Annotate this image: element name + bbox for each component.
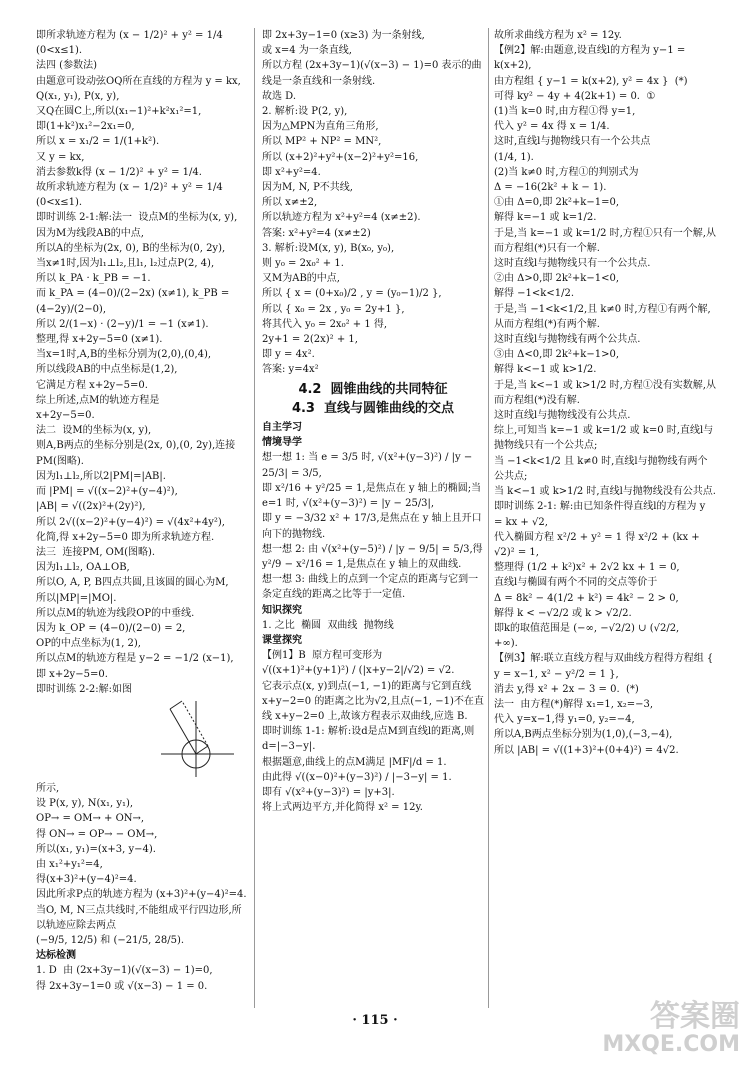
text-line: 所以 k_PA · k_PB = −1. xyxy=(36,273,151,285)
text-line: 又 y = kx, xyxy=(36,151,85,163)
text-line: 根据题意,曲线上的点M满足 |MF|/d = 1. xyxy=(262,756,447,768)
text-line: 可得 ky² − 4y + 4(2k+1) = 0. ① xyxy=(494,90,656,102)
text-line: 即 y = −3/32 x² + 17/3,是焦点在 y 轴上且开口向下的抛物线. xyxy=(262,513,482,540)
text-line: 又Q在圆C上,所以(x₁−1)²+k²x₁²=1, xyxy=(36,106,202,118)
text-line: 于是,当 −1<k<1/2,且 k≠0 时,方程①有两个解,从而方程组(*)有两个解. xyxy=(494,303,711,330)
text-line: 4.2 圆锥曲线的共同特征 xyxy=(298,381,448,397)
text-line: ①由 Δ=0,即 2k²+k−1=0, xyxy=(494,197,620,209)
text-line: 因为M为线段AB的中点, xyxy=(36,227,144,239)
text-line: |AB| = √((2x)²+(2y)²), xyxy=(36,501,146,513)
text-line: 解得 k=−1 或 k=1/2. xyxy=(494,212,597,224)
text-line: +∞). xyxy=(494,638,518,650)
text-line: OP的中点坐标为(1, 2), xyxy=(36,638,141,650)
text-line: (1/4, 1). xyxy=(494,151,534,163)
watermark xyxy=(602,999,740,1057)
text-line: 这时直线l与抛物线只有一个公共点. xyxy=(494,258,651,270)
text-line: 得 2x+3y−1=0 或 √(x−3) − 1 = 0. xyxy=(36,980,208,992)
text-line: 于是,当 k=−1 或 k=1/2 时,方程①只有一个解,从而方程组(*)只有一个解. xyxy=(494,227,716,254)
text-line: 这时直线l与抛物线有两个公共点. xyxy=(494,334,641,346)
text-line: 消去 y,得 x² + 2x − 3 = 0. (*) xyxy=(494,683,639,695)
text-line: 课堂探究 xyxy=(262,634,302,646)
text-line: 即 x+2y−5=0. xyxy=(36,668,108,680)
text-line: 所以 { x₀ = 2x , y₀ = 2y+1 }, xyxy=(262,303,405,315)
text-line: 由题意可设动弦OQ所在直线的方程为 y = kx, Q(x₁, y₁), P(x, y), xyxy=(36,75,245,102)
text-line: 即k的取值范围是 (−∞, −√2/2) ∪ (√2/2, xyxy=(494,622,680,634)
text-line: 所以 2√((x−2)²+(y−4)²) = √(4x²+4y²), xyxy=(36,516,225,528)
text-line: 当x≠1时,因为l₁⊥l₂,且l₁, l₂过点P(2, 4), xyxy=(36,258,215,270)
text-line: 想一想 3: 曲线上的点到一个定点的距离与它到一条定直线的距离之比等于一定值. xyxy=(262,574,479,601)
text-line: 因为l₁⊥l₂, OA⊥OB, xyxy=(36,562,130,574)
text-line: 情境导学 xyxy=(262,437,302,449)
text-line: 这时直线l与抛物线没有公共点. xyxy=(494,410,631,422)
text-line: 得 ON→ = OP→ − OM→, xyxy=(36,828,158,840)
text-line: 即 x²/16 + y²/25 = 1,是焦点在 y 轴上的椭圆;当 e=1 时, √(x²+(y−3)²) = |y − 25/3|, xyxy=(262,482,485,510)
text-line: 所示, xyxy=(36,782,60,794)
text-line: 又M为AB的中点, xyxy=(262,273,340,285)
text-line: 【例2】解:由题意,设直线l的方程为 y−1 = k(x+2), xyxy=(494,45,689,72)
text-line: 则 y₀ = 2x₀² + 1. xyxy=(262,258,344,270)
text-line: 整理,得 x+2y−5=0 (x≠1). xyxy=(36,334,163,346)
text-line: 即所求轨迹方程为 (x − 1/2)² + y² = 1/4 xyxy=(36,30,223,41)
text-line: 因为M, N, P不共线, xyxy=(262,182,353,194)
text-line: 所以A的坐标为(2x, 0), B的坐标为(0, 2y), xyxy=(36,242,226,254)
text-line: 由 x₁²+y₁²=4, xyxy=(36,858,103,870)
text-line: 故选 D. xyxy=(262,90,297,102)
parallelogram-figure xyxy=(156,699,236,779)
text-line: 所以 { x = (0+x₀)/2 , y = (y₀−1)/2 }, xyxy=(262,288,442,300)
text-line: 1. D 由 (2x+3y−1)(√(x−3) − 1)=0, xyxy=(36,965,213,977)
text-line: 法一 由方程(*)解得 x₁=1, x₂=−3, xyxy=(494,698,654,710)
text-line: 故所求曲线方程为 x² = 12y. xyxy=(494,30,622,41)
watermark-logo: 答案圈 xyxy=(650,999,740,1034)
text-line: 而 |PM| = √((x−2)²+(y−4)²), xyxy=(36,486,178,498)
text-line: 或 x=4 为一条直线, xyxy=(262,45,352,57)
text-line: 答案: x²+y²=4 (x≠±2) xyxy=(262,227,371,239)
text-line: 【例1】B 原方程可变形为 xyxy=(262,650,383,662)
text-line: 当x=1时,A,B的坐标分别为(2,0),(0,4), xyxy=(36,349,212,361)
text-line: 代入 y² = 4x 得 x = 1/4. xyxy=(494,121,610,133)
text-line: Δ = −16(2k² + k − 1). xyxy=(494,182,607,194)
text-line: 将上式两边平方,并化简得 x² = 12y. xyxy=(262,802,423,814)
page-number: · 115 · xyxy=(352,1013,398,1028)
text-line: 即 x²+y²=4. xyxy=(262,166,321,178)
text-line: 知识探究 xyxy=(262,604,302,616)
text-line: 所以点M的轨迹为线段OP的中垂线. xyxy=(36,607,195,619)
text-line: 想一想 2: 由 √(x²+(y−5)²) / |y − 9/5| = 5/3,得 y²/9 − x²/16 = 1,是焦点在 y 轴上的双曲线. xyxy=(262,543,486,570)
text-line: 因此所求P点的轨迹方程为 (x+3)²+(y−4)²=4. xyxy=(36,889,247,901)
middle-column xyxy=(262,28,484,815)
text-line: 法三 连接PM, OM(图略). xyxy=(36,546,156,558)
text-line: 2y+1 = 2(2x)² + 1, xyxy=(262,334,358,346)
text-line: 消去参数k得 (x − 1/2)² + y² = 1/4. xyxy=(36,166,202,178)
watermark-url: MXQE.COM xyxy=(602,1032,740,1057)
text-line: OP→ = OM→ + ON→, xyxy=(36,813,145,825)
text-line: 所以 x≠±2, xyxy=(262,197,318,209)
text-line: 自主学习 xyxy=(262,422,302,434)
text-line: 代入椭圆方程 x²/2 + y² = 1 得 x²/2 + (kx + √2)² = 1, xyxy=(494,531,703,558)
text-line: 当 −1<k<1/2 且 k≠0 时,直线l与抛物线有两个公共点; xyxy=(494,455,708,482)
text-line: 即 2x+3y−1=0 (x≥3) 为一条射线, xyxy=(262,30,425,41)
text-line: 2. 解析:设 P(2, y), xyxy=(262,106,348,118)
text-line: 所以O, A, P, B四点共圆,且该圆的圆心为M, xyxy=(36,577,229,589)
text-line: 当 k<−1 或 k>1/2 时,直线l与抛物线没有公共点. xyxy=(494,486,716,498)
text-line: 所以(x₁, y₁)=(x+3, y−4). xyxy=(36,843,156,855)
text-line: 于是,当 k<−1 或 k>1/2 时,方程①没有实数解,从而方程组(*)没有解. xyxy=(494,379,716,406)
text-line: 即有 √(x²+(y−3)²) = |y+3|. xyxy=(262,786,395,798)
text-line: 这时,直线l与抛物线只有一个公共点 xyxy=(494,136,651,148)
text-line: (2)当 k≠0 时,方程①的判别式为 xyxy=(494,166,639,178)
text-line: 达标检测 xyxy=(36,950,76,962)
text-line: 则A,B两点的坐标分别是(2x, 0),(0, 2y),连接PM(图略). xyxy=(36,440,236,467)
text-line: 所以 |AB| = √((1+3)²+(0+4)²) = 4√2. xyxy=(494,744,679,756)
text-line: 整理得 (1/2 + k²)x² + 2√2 kx + 1 = 0, xyxy=(494,562,680,574)
text-line: ②由 Δ>0,即 2k²+k−1<0, xyxy=(494,273,620,285)
text-line: 故所求轨迹方程为 (x − 1/2)² + y² = 1/4 xyxy=(36,182,223,194)
text-line: 所以方程 (2x+3y−1)(√(x−3) − 1)=0 表示的曲线是一条直线和一条射线. xyxy=(262,60,482,87)
text-line: Δ = 8k² − 4(1/2 + k²) = 4k² − 2 > 0, xyxy=(494,592,679,604)
text-line: 因为 k_OP = (4−0)/(2−0) = 2, xyxy=(36,622,186,634)
text-line: 所以线段AB的中点坐标是(1,2), xyxy=(36,364,178,376)
text-line: 解得 k < −√2/2 或 k > √2/2. xyxy=(494,607,632,619)
text-line: 解得 k<−1 或 k>1/2. xyxy=(494,364,597,376)
text-line: 1. 之比 椭圆 双曲线 抛物线 xyxy=(262,619,394,631)
text-line: 它表示点(x, y)到点(−1, −1)的距离与它到直线 x+y−2=0 的距离之比为√2,且点(−1, −1)不在直线 x+y−2=0 上,故该方程表示双曲线,应选 B. xyxy=(262,680,484,722)
text-line: 想一想 1: 当 e = 3/5 时, √(x²+(y−3)²) / |y − 25/3| = 3/5, xyxy=(262,452,476,479)
text-line: 法二 设M的坐标为(x, y), xyxy=(36,425,152,437)
text-line: 所以点M的轨迹方程是 y−2 = −1/2 (x−1), xyxy=(36,653,234,665)
text-line: 所以 MP² + NP² = MN², xyxy=(262,136,382,148)
text-line: 所以 2/(1−x) · (2−y)/1 = −1 (x≠1). xyxy=(36,318,209,330)
text-line: (0<x≤1). xyxy=(36,45,83,57)
text-line: 即时训练 2-2:解:如图 xyxy=(36,683,133,695)
text-line: (−9/5, 12/5) 和 (−21/5, 28/5). xyxy=(36,934,185,946)
text-line: 解得 −1<k<1/2. xyxy=(494,288,575,300)
text-line: 所以A,B两点坐标分别为(1,0),(−3,−4), xyxy=(494,729,673,741)
text-line: 由此得 √((x−0)²+(y−3)²) / |−3−y| = 1. xyxy=(262,771,452,783)
text-line: 即(1+k²)x₁²−2x₁=0, xyxy=(36,121,135,133)
text-line: 即时训练 2-1:解:法一 设点M的坐标为(x, y), xyxy=(36,212,238,224)
text-line: x+2y−5=0. xyxy=(36,410,95,422)
text-line: 代入 y=x−1,得 y₁=0, y₂=−4, xyxy=(494,714,635,726)
text-line: 将其代入 y₀ = 2x₀² + 1 得, xyxy=(262,318,388,330)
left-column xyxy=(36,28,250,994)
text-line: 因为l₁⊥l₂,所以2|PM|=|AB|. xyxy=(36,470,166,482)
text-line: 即时训练 2-1: 解:由已知条件得直线l的方程为 y = kx + √2, xyxy=(494,501,709,528)
text-line: 3. 解析:设M(x, y), B(x₀, y₀), xyxy=(262,242,395,254)
text-line: 所以轨迹方程为 x²+y²=4 (x≠±2). xyxy=(262,212,421,224)
text-line: 直线l与椭圆有两个不同的交点等价于 xyxy=(494,577,658,589)
text-line: 4.3 直线与圆锥曲线的交点 xyxy=(291,400,455,416)
text-line: 所以 (x+2)²+y²+(x−2)²+y²=16, xyxy=(262,151,419,163)
text-line: 设 P(x, y), N(x₁, y₁), xyxy=(36,798,134,810)
text-line: ③由 Δ<0,即 2k²+k−1>0, xyxy=(494,349,620,361)
text-line: (0<x≤1). xyxy=(36,197,83,209)
text-line: 综上所述,点M的轨迹方程是 xyxy=(36,394,160,406)
text-line: 即 y = 4x². xyxy=(262,349,315,361)
text-line: 所以|MP|=|MO|. xyxy=(36,592,117,604)
text-line: 【例3】解:联立直线方程与双曲线方程得方程组 { y = x−1, x² − y²/2 = 1 }, xyxy=(494,653,717,680)
text-line: 化简,得 x+2y−5=0 即为所求轨迹方程. xyxy=(36,531,215,543)
text-line: 得(x+3)²+(y−4)²=4. xyxy=(36,874,137,886)
text-line: 所以 x = x₁/2 = 1/(1+k²). xyxy=(36,136,160,148)
text-line: 综上,可知当 k=−1 或 k=1/2 或 k=0 时,直线l与抛物线只有一个公共点; xyxy=(494,425,714,452)
text-line: 由方程组 { y−1 = k(x+2), y² = 4x } (*) xyxy=(494,75,688,87)
text-line: 而 k_PA = (4−0)/(2−2x) (x≠1), k_PB = (4−2y)/(2−0), xyxy=(36,288,233,315)
text-line: 答案: y=4x² xyxy=(262,364,319,376)
text-line: (1)当 k=0 时,由方程①得 y=1, xyxy=(494,106,636,118)
text-line: 当O, M, N三点共线时,不能组成平行四边形,所以轨迹应除去两点 xyxy=(36,904,242,931)
text-line: 它满足方程 x+2y−5=0. xyxy=(36,379,148,391)
column-divider xyxy=(254,28,255,1008)
column-divider xyxy=(488,28,489,1008)
right-column xyxy=(494,28,716,758)
text-line: 法四 (参数法) xyxy=(36,60,97,72)
text-line: 因为△MPN为直角三角形, xyxy=(262,121,379,133)
text-line: 即时训练 1-1: 解析:设d是点M到直线l的距离,则 d=|−3−y|. xyxy=(262,726,478,753)
text-line: √((x+1)²+(y+1)²) / (|x+y−2|/√2) = √2. xyxy=(262,665,455,677)
